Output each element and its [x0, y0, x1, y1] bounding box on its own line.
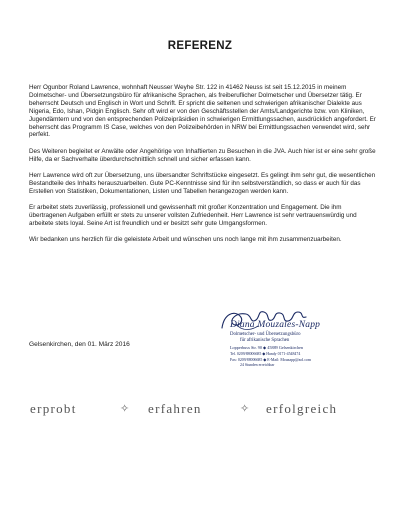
- tagline-word-3: erfolgreich: [266, 401, 338, 416]
- stamp-availability: 24 Stunden erreichbar: [240, 363, 275, 367]
- paragraph-work-ethic: Er arbeitet stets zuverlässig, professionell und gewissenhaft mit großer Konzentration und Engagement. Die ihm übertragenen Aufgaben erfüllt er stets zu unserer vollsten Zufriedenheit. Herr Lawrence ist sehr vertrauenswürdig und arbeitete stets loyal. Seine Art ist freundlich und er besitzt sehr gute Umgangsformen.: [29, 203, 357, 227]
- stamp-name: Diana Mouzales-Napp: [230, 320, 321, 330]
- stamp-languages-line: für afrikanische Sprachen: [240, 338, 290, 343]
- paragraph-translation-work: Herr Lawrence wird oft zur Übersetzung, uns übersandter Schriftstücke eingesetzt. Es gelingt ihm sehr gut, die wesentlichen Bestandteile des Inhalts herauszuarbeiten. Gute PC-Kenntnisse sind für ihn selbstverständlich, so dass er auch für das Erstellen von Statistiken, Dokumentationen, Listen und Tabellen herangezogen werden kann.: [29, 172, 376, 195]
- sparkle-separator-icon: ✧: [240, 403, 251, 415]
- sparkle-separator-icon: ✧: [120, 403, 131, 415]
- stamp-phone: Tel. 0209/88006685 ◆ Handy 0171-4548474: [230, 352, 301, 356]
- tagline-word-2: erfahren: [148, 401, 202, 416]
- place-and-date: Gelsenkirchen, den 01. März 2016: [29, 341, 130, 348]
- stamp-fax-email: Fax: 0209/88006685 ◆ E-Mail: Mouzapp@aol.com: [230, 358, 312, 362]
- paragraph-jva-visits: Des Weiteren begleitet er Anwälte oder Angehörige von Inhaftierten zu Besuchen in die JVA. Auch hier ist er eine sehr große Hilfe, da er Sachverhalte überdurchschnittlich schnell und sicher erfassen kann.: [29, 148, 376, 164]
- document-title: REFERENZ: [167, 40, 233, 52]
- stamp-address: Lopperbusx Str. 90 ◆ 45889 Gelsenkirchen: [230, 345, 304, 350]
- paragraph-closing: Wir bedanken uns herzlich für die geleistete Arbeit und wünschen uns noch lange mit ihm zusammenzuarbeiten.: [29, 235, 342, 243]
- paragraph-introduction: Herr Ogunbor Roland Lawrence, wohnhaft Neusser Weyhe Str. 122 in 41462 Neuss ist seit 15.12.2015 in meinem Dolmetscher- und Übersetzungsbüro für afrikanische Sprachen, als freiberuflicher Dolmetscher und Übersetzer tätig. Er beherrscht Deutsch und Englisch in Wort und Schrift. Er spricht die seltenen und schwierigen afrikanischer Dialekte aus Nigeria, Edo, Ishan, Pidgin Englisch. Sehr oft wird er von den Geschäftsstellen der Amts/Landgerichte bzw. von Kliniken, Jugendämtern und von den entsprechenden Polizeipräsidien in schwierigen Ermittlungssachen, ausdrücklich angefordert. Er beherrscht das Programm IS Case, welches von den Polizeibehörden in NRW bei Ermittlungssachen verwendet wird, sehr perfekt.: [29, 84, 376, 139]
- stamp-business-line: Dolmetscher- und Übersetzungsbüro: [230, 332, 301, 337]
- letter-body: [29, 84, 377, 252]
- company-stamp: [200, 306, 350, 376]
- tagline-word-1: erprobt: [30, 401, 77, 416]
